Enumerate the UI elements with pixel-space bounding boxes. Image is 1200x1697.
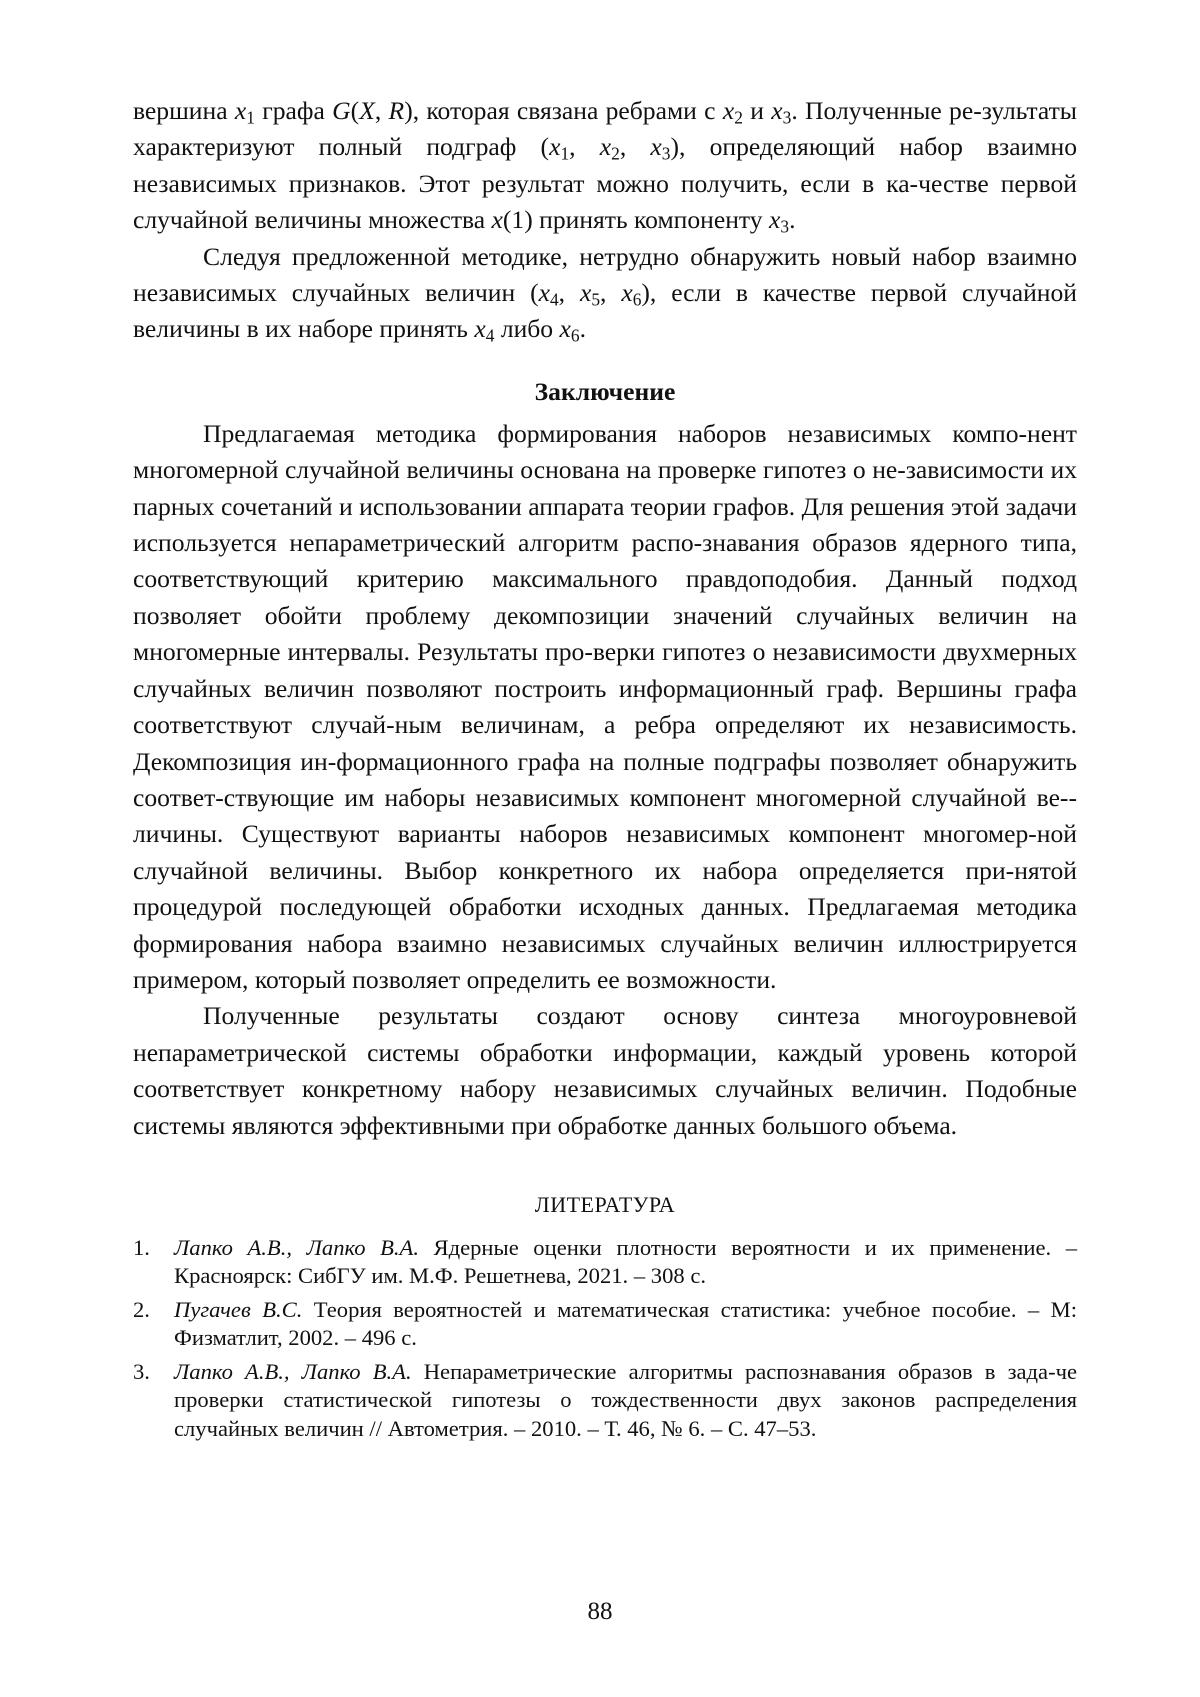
math-subscript: 6 — [632, 289, 642, 310]
reference-text: Непараметрические алгоритмы распознавания образов в зада-че проверки статистической гипотезы о тождественности двух законов распределения случайных величин // Автометрия. – 2010. – Т. 46, № 6. – С. 47–53. — [174, 1358, 1077, 1441]
math-var: x — [234, 96, 247, 125]
math-sep: , — [569, 132, 600, 162]
math-sep: , — [619, 132, 651, 162]
math-var: x — [579, 278, 592, 308]
text-run: либо — [494, 314, 560, 344]
math-subscript: 6 — [570, 325, 580, 346]
math-var: x — [491, 205, 503, 235]
math-var: x — [549, 132, 561, 162]
references-title: ЛИТЕРАТУРА — [534, 1191, 676, 1217]
text-run: . — [579, 314, 586, 344]
paragraph-conclusion-1: Предлагаемая методика формирования наборов независимых компо-нент многомерной случайной величины основана на проверке гипотез о не-зависимости их парных сочетаний и использовании аппарата теории графов. Для решения этой задачи используется непараметрический алгоритм распо-знавания образов ядерного типа, соответствующий критерию максимального правдоподобия. Данный подход позволяет обойти проблему декомпозиции значений случайных величин на многомерные интервалы. Результаты про-верки гипотез о независимости двухмерных случайных величин позволяют построить информационный граф. Вершины графа соответствуют случай-ным величинам, а ребра определяют их независимость. Декомпозиция ин-формационного графа на полные подграфы позволяет обнаружить соответ-ствующие им наборы независимых компонент многомерной случайной ве-личины. Существуют варианты наборов независимых компонент многомер-ной случайной величины. Выбор конкретного их набора определяется при-нятой процедурой последующей обработки исходных данных. Предлагаемая методика формирования набора взаимно независимых случайных величин иллюстрируется примером, который позволяет определить ее возможности. — [133, 418, 1077, 994]
reference-number: 3. — [133, 1358, 150, 1384]
math-subscript: 3 — [780, 216, 790, 237]
reference-number: 2. — [133, 1296, 150, 1322]
math-var: x — [474, 314, 486, 344]
page-body — [133, 93, 1077, 1448]
math-sep: , — [374, 96, 389, 125]
reference-authors: Лапко А.В., Лапко В.А. — [174, 1358, 412, 1384]
reference-text: Теория вероятностей и математическая статистика: учебное пособие. – М: Физматлит, 2002. – 496 с. — [174, 1296, 1077, 1351]
page-number: 88 — [587, 1598, 613, 1625]
section-heading-conclusion: Заключение — [534, 376, 676, 406]
text-run: и — [742, 96, 772, 125]
reference-text: Ядерные оценки плотности вероятности и их применение. – Красноярск: СибГУ им. М.Ф. Решетнева, 2021. – 308 с. — [174, 1234, 1077, 1289]
math-subscript: 1 — [246, 107, 255, 128]
text-run: ), если в качестве первой случайной величины в их наборе принять — [133, 278, 1077, 344]
paragraph-method — [133, 239, 1077, 348]
math-subscript: 1 — [560, 143, 570, 164]
reference-item — [133, 1358, 1077, 1444]
reference-item — [133, 1296, 1077, 1353]
math-var: G — [332, 96, 351, 125]
text-run: (1) принять компоненту — [502, 205, 769, 235]
math-subscript: 5 — [591, 289, 601, 310]
math-var: x — [771, 96, 783, 125]
text-run: графа — [254, 96, 333, 125]
paragraph-continuation — [133, 93, 1077, 239]
math-paren: ( — [350, 96, 360, 125]
math-var: x — [621, 278, 633, 308]
text-run: . Полученные ре-зультаты характеризуют полный подграф ( — [133, 96, 1078, 162]
reference-authors: Лапко А.В., Лапко В.А. — [174, 1234, 419, 1260]
reference-body — [174, 1358, 1077, 1444]
text-run: Следуя предложенной методике, нетрудно обнаружить новый набор взаимно независимых случайных величин ( — [133, 241, 1077, 308]
math-var: x — [650, 132, 662, 162]
reference-item — [133, 1234, 1077, 1291]
math-var: R — [388, 96, 405, 125]
math-sep: , — [600, 278, 622, 308]
reference-number: 1. — [133, 1234, 150, 1260]
references-list — [133, 1234, 1077, 1444]
math-paren: ) — [404, 96, 413, 125]
reference-authors: Пугачев В.С. — [174, 1296, 303, 1322]
math-var: x — [599, 132, 612, 162]
math-var: x — [559, 314, 571, 344]
math-subscript: 3 — [782, 107, 792, 128]
math-subscript: 4 — [549, 289, 559, 310]
text-run: вершина — [133, 96, 235, 125]
math-sep: , — [558, 278, 580, 308]
math-subscript: 2 — [734, 107, 743, 128]
math-var: X — [359, 96, 375, 125]
math-var: x — [538, 278, 550, 308]
math-subscript: 2 — [611, 143, 620, 164]
reference-body — [174, 1234, 1077, 1291]
text-run: ), определяющий набор взаимно независимых признаков. Этот результат можно получить, если в ка-честве первой случайной величины множества — [133, 132, 1078, 235]
text-run: , которая связана ребрами с — [412, 96, 723, 125]
reference-body — [174, 1296, 1077, 1353]
math-subscript: 3 — [661, 143, 671, 164]
paragraph-conclusion-2: Полученные результаты создают основу синтеза многоуровневой непараметрической системы обработки информации, каждый уровень которой соответствует конкретному набору независимых случайных величин. Подобные системы являются эффективными при обработке данных большого объема. — [133, 1001, 1077, 1140]
math-var: x — [722, 96, 735, 125]
text-run: . — [789, 205, 796, 235]
math-var: x — [768, 205, 781, 235]
math-subscript: 4 — [485, 325, 495, 346]
